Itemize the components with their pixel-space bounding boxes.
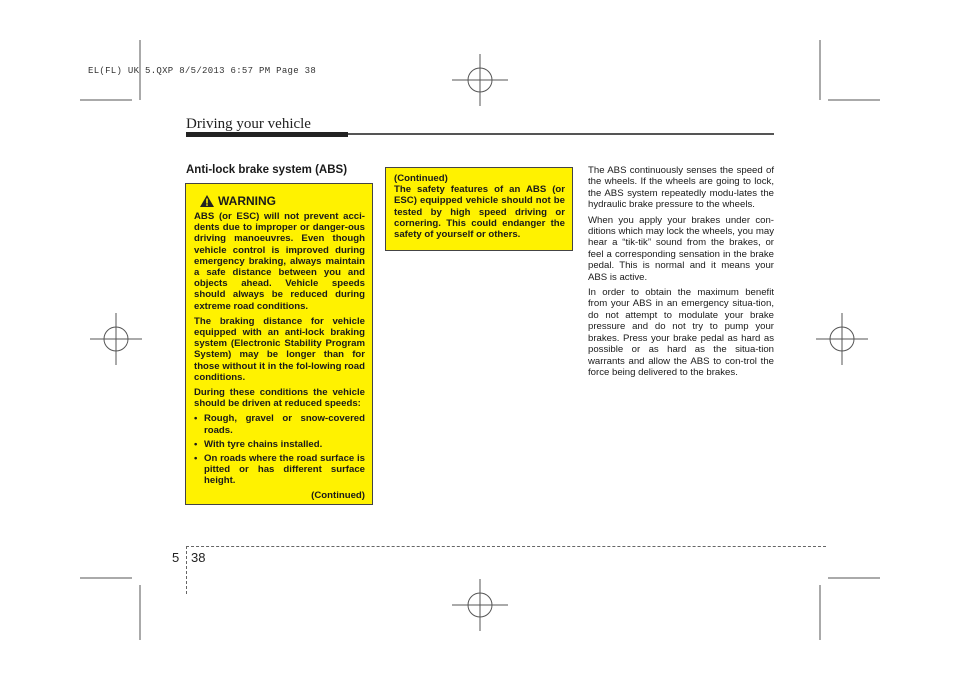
page-number: 38 xyxy=(191,550,206,565)
print-slug: EL(FL) UK 5.QXP 8/5/2013 6:57 PM Page 38 xyxy=(88,66,317,76)
warning-triangle-icon xyxy=(200,195,214,207)
body-paragraph: The ABS continuously senses the speed of the wheels. If the wheels are going to lock, the ABS system repeatedly modu-lates the hydraulic brake pressure to the wheels. xyxy=(588,165,774,211)
warning-paragraph: The braking distance for vehicle equipped with an anti-lock braking system (Electronic Stability Program System) may be longer than for those without it in the fol-lowing road conditions. xyxy=(194,315,365,383)
body-paragraph: In order to obtain the maximum benefit from your ABS in an emergency situa-tion, do not attempt to modulate your brake pressure and do not try to pump your brakes. Press your brake pedal as hard as possible or as hard as the situa-tion warrants and allow the ABS to con-trol the force being delivered to the brakes. xyxy=(588,287,774,378)
footer-divider xyxy=(186,546,187,594)
page-header-title: Driving your vehicle xyxy=(186,116,311,132)
warning-bullet: • Rough, gravel or snow-covered roads. xyxy=(194,413,365,436)
warning-label: WARNING xyxy=(218,194,276,208)
body-paragraph: When you apply your brakes under con-ditions which may lock the wheels, you may hear a “tik-tik” sound from the brakes, or feel a corresponding sensation in the brake pedal. This is normal and it means your ABS is active. xyxy=(588,214,774,283)
warning-paragraph: During these conditions the vehicle should be driven at reduced speeds: xyxy=(194,387,365,410)
chapter-number: 5 xyxy=(172,550,180,565)
footer-rule xyxy=(186,546,826,547)
warning-header xyxy=(200,194,365,208)
continued-box-text: The safety features of an ABS (or ESC) equipped vehicle should not be tested by high speed driving or cornering. This could endanger the safety of yourself or others. xyxy=(394,184,565,241)
warning-bullet: • With tyre chains installed. xyxy=(194,438,323,450)
warning-box xyxy=(185,183,373,505)
header-rule-accent xyxy=(186,132,348,137)
continued-label: (Continued) xyxy=(311,489,365,501)
section-title: Anti-lock brake system (ABS) xyxy=(186,164,348,176)
warning-bullet: • On roads where the road surface is pitted or has different surface height. xyxy=(194,453,365,487)
continued-box-title: (Continued) xyxy=(394,173,448,184)
continued-warning-box xyxy=(385,167,573,251)
warning-paragraph: ABS (or ESC) will not prevent acci-dents due to improper or danger-ous driving manoeuvres. Even though vehicle control is improved during emergency braking, always maintain a safe distance between you and objects ahead. Vehicle speeds should always be reduced during extreme road conditions. xyxy=(194,211,365,312)
body-text-column xyxy=(588,165,774,382)
